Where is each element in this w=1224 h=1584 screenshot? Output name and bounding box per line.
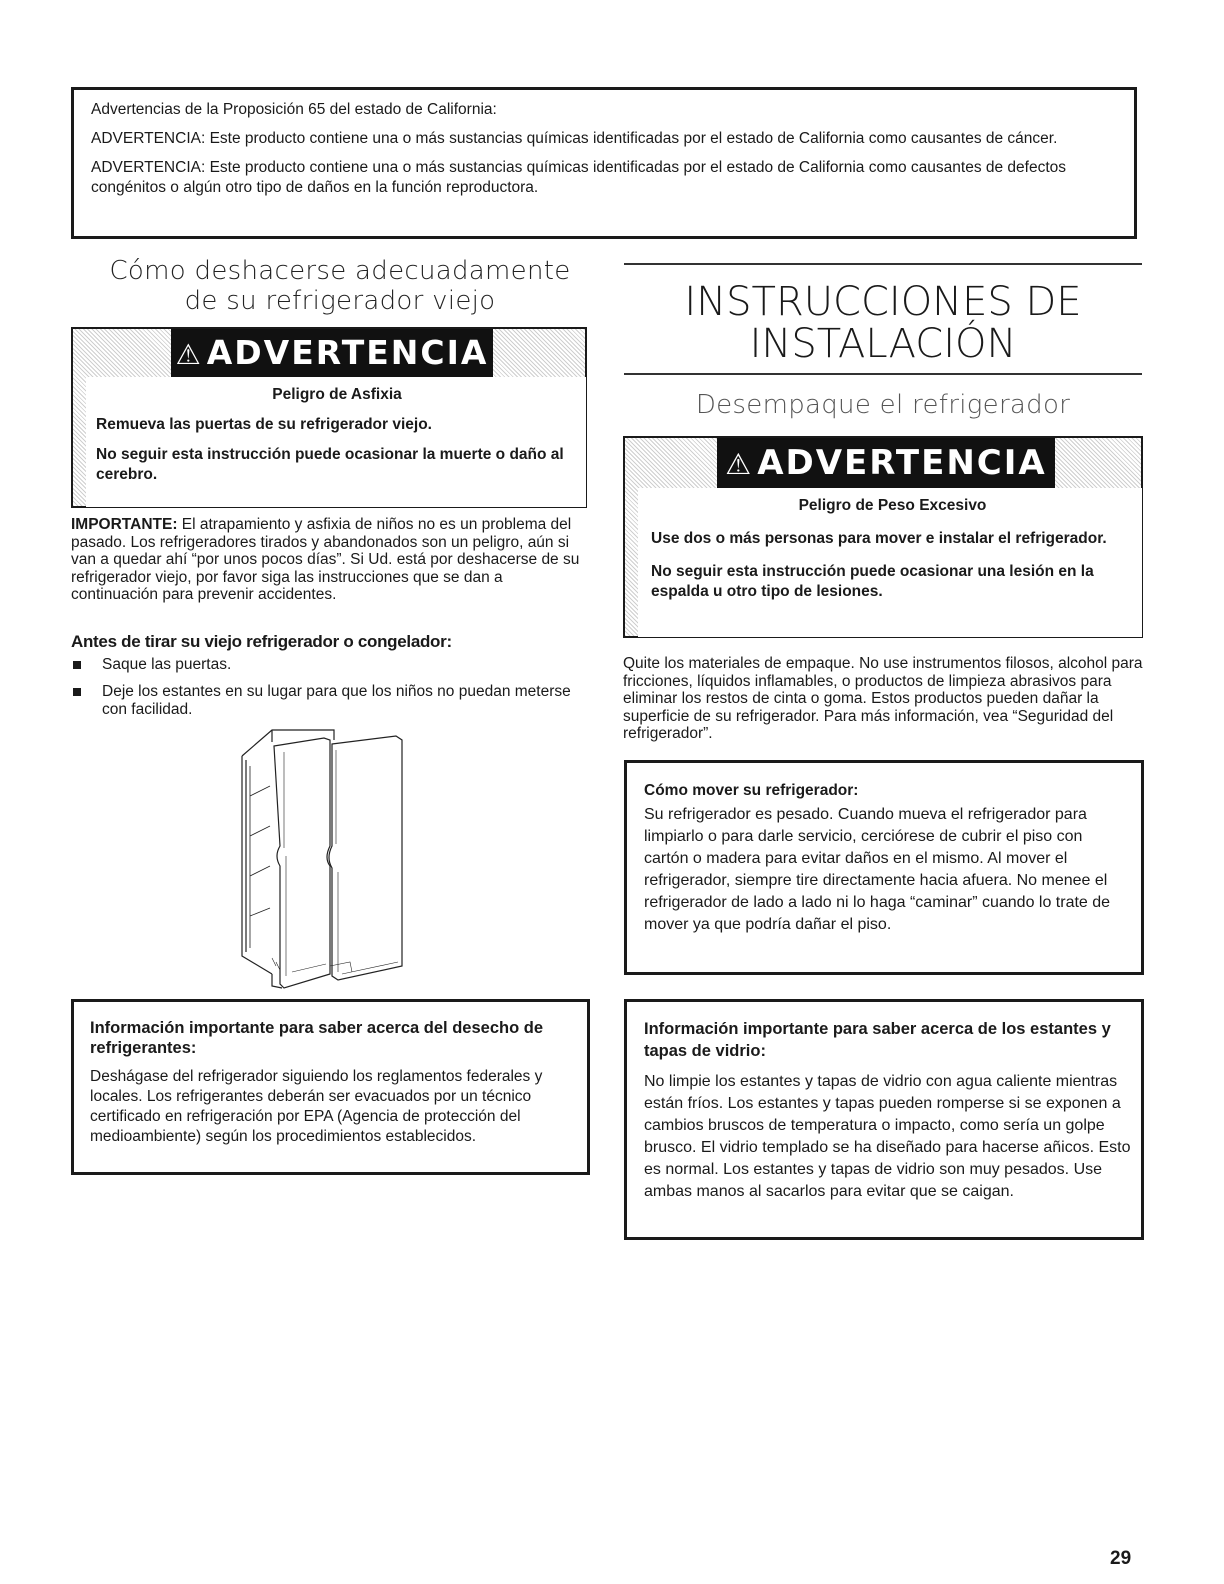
list-item-text: Deje los estantes en su lugar para que los niños no puedan meterse con facilidad. <box>102 683 571 718</box>
warning-banner <box>171 329 493 377</box>
prop65-reproductive-warning: ADVERTENCIA: Este producto contiene una o más sustancias químicas identificadas por el estado de California como causantes de defectos congénitos o algún otro tipo de daños en la función reproductora. <box>91 159 1067 196</box>
info-box-title: Cómo mover su refrigerador: <box>644 782 859 799</box>
hazard-consequence: No seguir esta instrucción puede ocasionar la muerte o daño al cerebro. <box>96 446 564 483</box>
warning-banner-label: ADVERTENCIA <box>206 333 489 372</box>
warning-banner-label: ADVERTENCIA <box>757 443 1047 483</box>
hazard-instruction: Remueva las puertas de su refrigerador viejo. <box>96 416 432 433</box>
unpack-paragraph: Quite los materiales de empaque. No use instrumentos filosos, alcohol para fricciones, líquidos inflamables, o productos de limpieza abrasivos para eliminar los restos de cinta o goma. Estos productos pueden dañar la superficie de su refrigerador. Para más información, vea “Seguridad del refrigerador”. <box>623 655 1143 742</box>
hazard-name: Peligro de Peso Excesivo <box>798 497 987 514</box>
excessive-weight-warning-box <box>623 436 1143 638</box>
info-box-title: Información importante para saber acerca del desecho de refrigerantes: <box>90 1019 543 1057</box>
warning-triangle-icon: ⚠ <box>175 338 203 371</box>
disposal-title-line1: Cómo deshacerse adecuadamente <box>109 256 571 286</box>
moving-refrigerator-info-box <box>624 760 1144 975</box>
title-rule-top <box>624 263 1142 265</box>
title-rule-bottom <box>624 373 1142 375</box>
unpack-section-title: Desempaque el refrigerador <box>695 390 1071 420</box>
glass-shelves-info-box <box>624 999 1144 1240</box>
before-disposal-list <box>71 656 591 728</box>
disposal-section-title <box>70 256 610 316</box>
info-box-body: Deshágase del refrigerador siguiendo los reglamentos federales y locales. Los refrigerantes deberán ser evacuados por un técnico certificado en refrigeración por EPA (Agencia de protección del medioambiente) según los procedimientos establecidos. <box>90 1068 543 1145</box>
info-box-body: Su refrigerador es pesado. Cuando mueva el refrigerador para limpiarlo o para darle servicio, cerciórese de cubrir el piso con cartón o madera para evitar daños en el mismo. Al mover el refrigerador, siempre tire directamente hacia afuera. No menee el refrigerador de lado a lado ni lo haga “caminar” cuando lo trate de mover ya que podría dañar el piso. <box>644 806 1111 933</box>
prop65-heading: Advertencias de la Proposición 65 del estado de California: <box>91 101 497 118</box>
install-title-line2: INSTALACIÓN <box>749 321 1017 367</box>
before-disposal-heading: Antes de tirar su viejo refrigerador o congelador: <box>71 632 452 651</box>
info-box-title: Información importante para saber acerca de los estantes y tapas de vidrio: <box>644 1020 1111 1060</box>
install-title-line1: INSTRUCCIONES DE <box>684 279 1082 325</box>
page-number: 29 <box>1110 1548 1132 1569</box>
warning-content <box>86 377 586 507</box>
list-item <box>71 656 591 674</box>
importante-paragraph <box>71 516 591 604</box>
hazard-name: Peligro de Asfixia <box>272 386 402 403</box>
bullet-square-icon <box>73 688 81 696</box>
hazard-consequence: No seguir esta instrucción puede ocasionar una lesión en la espalda u otro tipo de lesiones. <box>651 563 1094 600</box>
prop65-warning-box <box>71 87 1137 239</box>
disposal-title-line2: de su refrigerador viejo <box>184 286 496 316</box>
prop65-cancer-warning: ADVERTENCIA: Este producto contiene una o más sustancias químicas identificadas por el estado de California como causantes de cáncer. <box>91 130 1058 147</box>
refrigerator-doors-removed-illustration <box>232 726 412 991</box>
warning-banner <box>717 438 1055 488</box>
importante-text: El atrapamiento y asfixia de niños no es un problema del pasado. Los refrigeradores tirados y abandonados son un peligro, aún si van a quedar ahí “por unos pocos días”. Si Ud. está por deshacerse de su refrigerador viejo, por favor siga las instrucciones que se dan a continuación para prevenir accidentes. <box>71 516 580 603</box>
importante-label: IMPORTANTE: <box>71 516 178 533</box>
warning-content <box>638 488 1142 637</box>
bullet-square-icon <box>73 661 81 669</box>
suffocation-warning-box <box>71 327 587 508</box>
installation-instructions-title <box>624 281 1142 365</box>
info-box-body: No limpie los estantes y tapas de vidrio con agua caliente mientras están fríos. Los estantes y tapas pueden romperse si se exponen a cambios bruscos de temperatura o impacto, como sería un golpe brusco. El vidrio templado se ha diseñado para hacerse añicos. Esto es normal. Los estantes y tapas de vidrio son muy pesados. Use ambas manos al sacarlos para evitar que se caigan. <box>644 1073 1131 1200</box>
list-item <box>71 683 591 719</box>
hazard-instruction: Use dos o más personas para mover e instalar el refrigerador. <box>651 530 1107 547</box>
refrigerant-disposal-info-box <box>71 999 590 1175</box>
list-item-text: Saque las puertas. <box>102 656 232 673</box>
warning-triangle-icon: ⚠ <box>725 447 754 481</box>
